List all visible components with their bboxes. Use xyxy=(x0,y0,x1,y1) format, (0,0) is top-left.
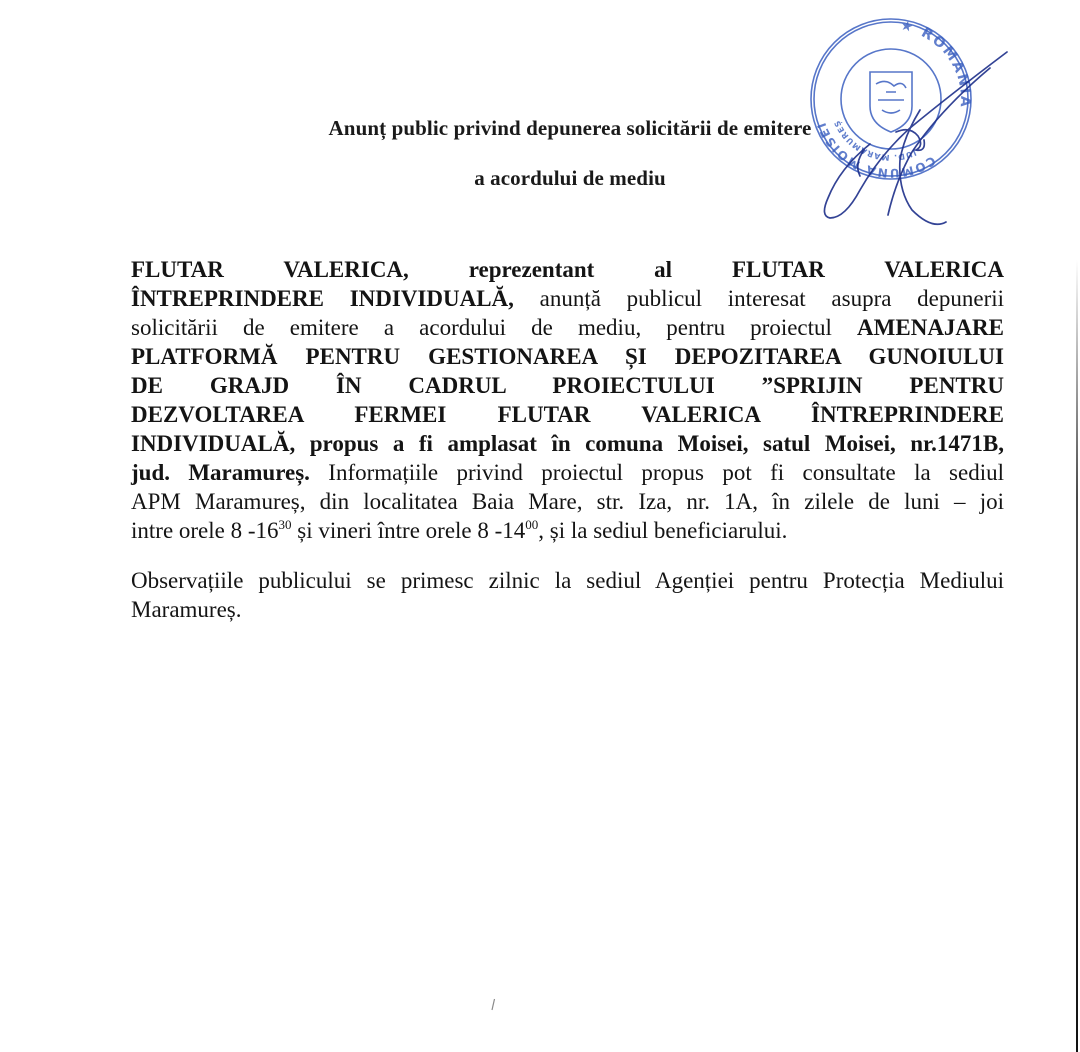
announcement-paragraph-main xyxy=(131,255,1004,545)
consultation-hours: intre orele 8 $-16^{30}$ și vineri între orele 8 $-14^{00}$, și la sediul beneficiarului. xyxy=(131,517,788,543)
svg-text:★ ROMANIA: ★ ROMANIA xyxy=(898,17,974,110)
paragraph-line: DE GRAJD ÎN CADRUL PROIECTULUI ”SPRIJIN PENTRU xyxy=(131,373,1004,398)
scan-mark-icon xyxy=(490,998,496,1012)
paragraph-line: Maramureș. xyxy=(131,597,242,622)
paragraph-line xyxy=(131,255,1004,284)
applicant-name: FLUTAR VALERICA, xyxy=(131,257,409,282)
paragraph-line: solicitării de emitere a acordului de mediu, pentru proiectul AMENAJARE xyxy=(131,315,1004,340)
paragraph-line: PLATFORMĂ PENTRU GESTIONAREA ȘI DEPOZITAREA GUNOIULUI xyxy=(131,344,1004,369)
project-name: AMENAJARE xyxy=(857,315,1004,340)
page-edge-shadow xyxy=(1076,260,1078,1052)
paragraph-line: jud. Maramureș. Informațiile privind proiectul propus pot fi consultate la sediul xyxy=(131,460,1004,485)
paragraph-line: ÎNTREPRINDERE INDIVIDUALĂ, anunță publicul interesat asupra depunerii xyxy=(131,286,1005,311)
paragraph-line: DEZVOLTAREA FERMEI FLUTAR VALERICA ÎNTREPRINDERE xyxy=(131,402,1004,427)
announcement-title-line-1: Anunț public privind depunerea solicitării de emitere xyxy=(328,116,812,140)
announcement-paragraph-observations xyxy=(131,566,1004,624)
paragraph-line: Observațiile publicului se primesc zilnic la sediul Agenției pentru Protecția Mediului xyxy=(131,568,1004,593)
consultation-address: APM Maramureș, din localitatea Baia Mare, str. Iza, nr. 1A, în zilele de luni – joi xyxy=(131,489,1004,514)
svg-text:COMUNA MOISEI: COMUNA MOISEI xyxy=(814,119,939,181)
company-name: reprezentant al FLUTAR VALERICA xyxy=(468,257,1004,282)
announcement-title-line-2: a acordului de mediu xyxy=(474,166,666,190)
project-location: INDIVIDUALĂ, propus a fi amplasat în comuna Moisei, satul Moisei, nr.1471B, xyxy=(131,431,1004,456)
svg-text:JUD. MARAMUREȘ: JUD. MARAMUREȘ xyxy=(832,118,918,163)
